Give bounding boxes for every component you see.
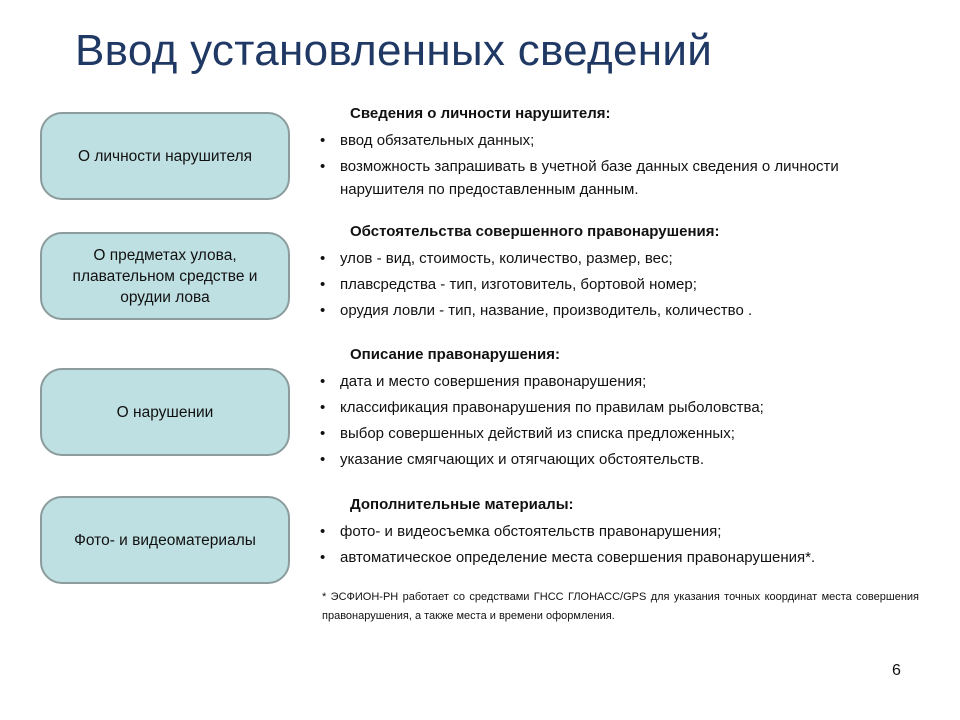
bullet-icon: •: [320, 451, 326, 468]
list-item: [320, 448, 920, 472]
section-heading: Дополнительные материалы:: [350, 496, 574, 513]
list-item-text: фото- и видеосъемка обстоятельств правонарушения;: [340, 523, 722, 540]
list-item-text: орудия ловли - тип, название, производитель, количество .: [340, 302, 753, 319]
category-box-violation: [40, 368, 290, 456]
page-number: 6: [892, 662, 901, 679]
bullet-icon: •: [320, 373, 326, 390]
list-item: [320, 370, 920, 394]
section-violator-identity: [320, 104, 920, 203]
bullet-icon: •: [320, 549, 326, 566]
footnote: * ЭСФИОН-РН работает со средствами ГНСС ГЛОНАСС/GPS для указания точных координат места совершения правонарушения, а также места и времени оформления.: [322, 591, 919, 622]
list-item-text: выбор совершенных действий из списка предложенных;: [340, 425, 735, 442]
list-item-text: автоматическое определение места совершения правонарушения*.: [340, 549, 816, 566]
bullet-icon: •: [320, 399, 326, 416]
list-item-text: улов - вид, стоимость, количество, размер, вес;: [340, 250, 673, 267]
section-violation-description: [320, 345, 920, 474]
bullet-icon: •: [320, 158, 326, 175]
bullet-icon: •: [320, 250, 326, 267]
category-box-violator-identity: [40, 112, 290, 200]
bullet-icon: •: [320, 276, 326, 293]
list-item: [320, 155, 920, 201]
bullet-list: [320, 520, 920, 570]
category-box-label: О личности нарушителя: [77, 147, 253, 165]
bullet-icon: •: [320, 132, 326, 149]
list-item: [320, 129, 920, 153]
section-heading: Обстоятельства совершенного правонарушения:: [350, 223, 720, 240]
list-item: [320, 422, 920, 446]
list-item-text: указание смягчающих и отягчающих обстоятельств.: [340, 451, 705, 468]
category-box-label: О предметах улова, плавательном средстве и орудии лова: [72, 246, 258, 306]
list-item: [320, 396, 920, 420]
category-box-label: Фото- и видеоматериалы: [74, 531, 256, 549]
bullet-icon: •: [320, 425, 326, 442]
bullet-list: [320, 370, 920, 472]
bullet-list: [320, 247, 920, 323]
list-item: [320, 299, 920, 323]
section-heading: Описание правонарушения:: [350, 346, 560, 363]
slide-title: Ввод установленных сведений: [75, 26, 713, 75]
list-item-text: классификация правонарушения по правилам рыболовства;: [340, 399, 764, 416]
section-heading: Сведения о личности нарушителя:: [350, 105, 611, 122]
bullet-icon: •: [320, 523, 326, 540]
category-box-catch-items: [40, 232, 290, 320]
list-item-text: плавсредства - тип, изготовитель, бортовой номер;: [340, 276, 697, 293]
category-box-label: О нарушении: [116, 403, 214, 421]
category-box-photo-video: [40, 496, 290, 584]
list-item-text: дата и место совершения правонарушения;: [340, 373, 647, 390]
list-item: [320, 247, 920, 271]
list-item-text: возможность запрашивать в учетной базе данных сведения о личности нарушителя по предоставленным данным.: [340, 158, 839, 198]
list-item-text: ввод обязательных данных;: [340, 132, 535, 149]
bullet-icon: •: [320, 302, 326, 319]
list-item: [320, 546, 920, 570]
section-additional-materials: [320, 495, 920, 572]
list-item: [320, 520, 920, 544]
list-item: [320, 273, 920, 297]
section-circumstances: [320, 222, 920, 325]
bullet-list: [320, 129, 920, 201]
